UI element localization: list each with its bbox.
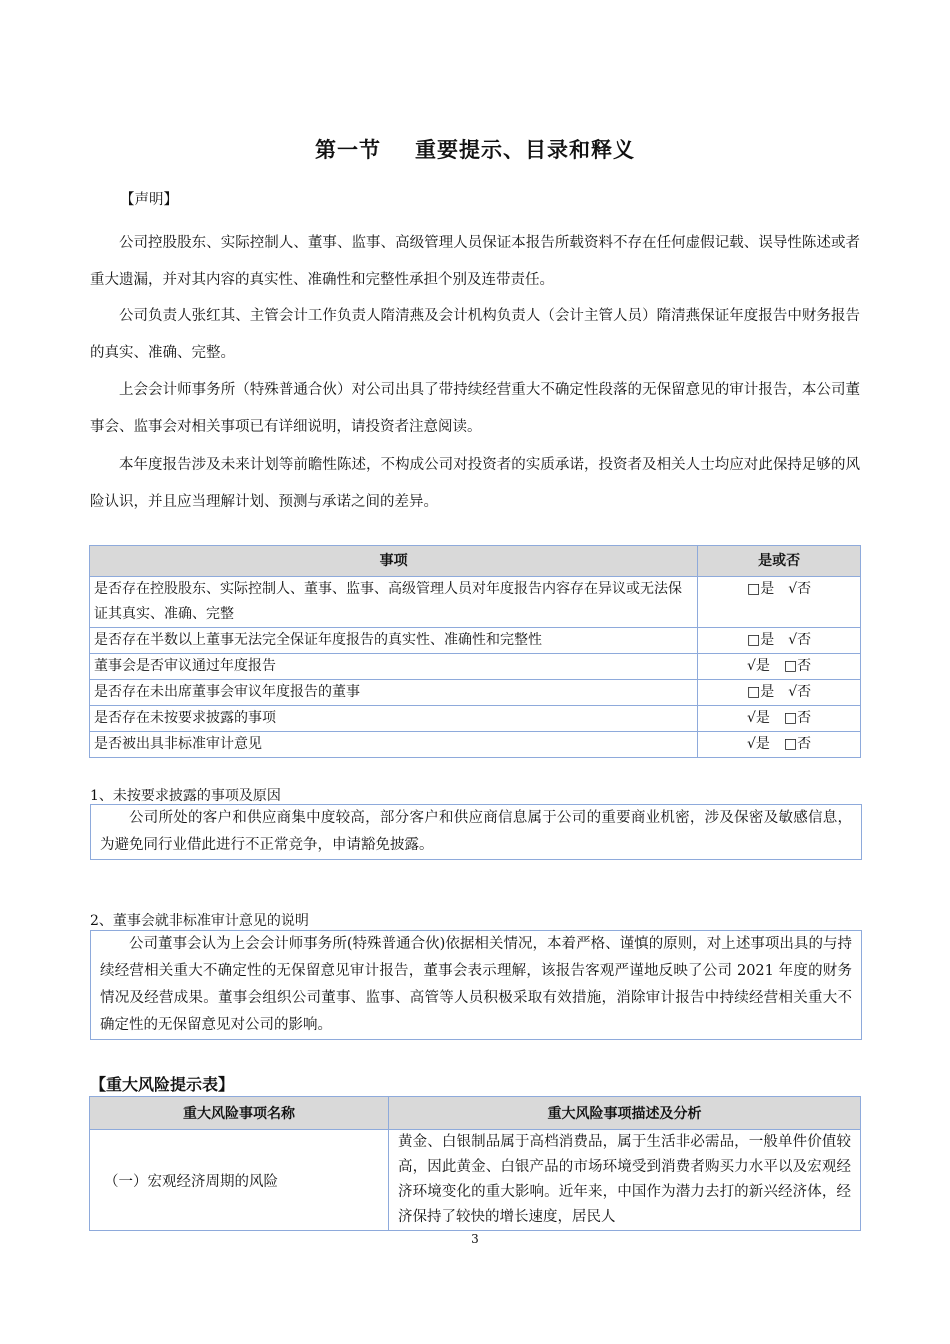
table-row <box>90 732 861 758</box>
risk-table <box>89 1096 861 1231</box>
table-row <box>90 1130 861 1231</box>
paragraph-4: 本年度报告涉及未来计划等前瞻性陈述，不构成公司对投资者的实质承诺，投资者及相关人士均应对此保持足够的风险认识，并且应当理解计划、预测与承诺之间的差异。 <box>90 457 860 510</box>
title-section-number: 第一节 <box>315 138 381 162</box>
risk-header-name: 重大风险事项名称 <box>90 1097 389 1130</box>
paragraph-3: 上会会计师事务所（特殊普通合伙）对公司出具了带持续经营重大不确定性段落的无保留意见的审计报告，本公司董事会、监事会对相关事项已有详细说明，请投资者注意阅读。 <box>90 382 860 435</box>
matter-question: 是否存在未按要求披露的事项 <box>90 706 698 732</box>
risk-description: 黄金、白银制品属于高档消费品，属于生活非必需品，一般单件价值较高，因此黄金、白银产品的市场环境受到消费者购买力水平以及宏观经济环境变化的重大影响。近年来，中国作为潜力去打的新兴经济体，经济保持了较快的增长速度，居民人 <box>389 1130 861 1231</box>
section-2-text: 公司董事会认为上会会计师事务所(特殊普通合伙)依据相关情况，本着严格、谨慎的原则，对上述事项出具的与持续经营相关重大不确定性的无保留意见审计报告，董事会表示理解，该报告客观严谨地反映了公司 2021 年度的财务情况及经营成果。董事会组织公司董事、监事、高管等人员积极采取有效措施，消除审计报告中持续经营相关重大不确定性的无保留意见对公司的影响。 <box>90 930 862 1040</box>
risk-header-desc: 重大风险事项描述及分析 <box>389 1097 861 1130</box>
paragraph-1: 公司控股股东、实际控制人、董事、监事、高级管理人员保证本报告所载资料不存在任何虚假记载、误导性陈述或者重大遗漏，并对其内容的真实性、准确性和完整性承担个别及连带责任。 <box>90 235 860 288</box>
matter-answer: □是 √否 <box>698 680 861 706</box>
table-row <box>90 654 861 680</box>
page-title <box>0 134 950 164</box>
matter-answer: □是 √否 <box>698 628 861 654</box>
table-row <box>90 628 861 654</box>
matter-question: 是否存在控股股东、实际控制人、董事、监事、高级管理人员对年度报告内容存在异议或无法保证其真实、准确、完整 <box>90 577 698 628</box>
matter-answer: √是 □否 <box>698 654 861 680</box>
matter-question: 董事会是否审议通过年度报告 <box>90 654 698 680</box>
matter-answer: □是 √否 <box>698 577 861 628</box>
declaration-label: 【声明】 <box>120 192 178 208</box>
matters-header-yesno: 是或否 <box>698 546 861 577</box>
matter-answer: √是 □否 <box>698 732 861 758</box>
matters-header-item: 事项 <box>90 546 698 577</box>
matter-answer: √是 □否 <box>698 706 861 732</box>
table-row <box>90 577 861 628</box>
section-1-text: 公司所处的客户和供应商集中度较高，部分客户和供应商信息属于公司的重要商业机密，涉及保密及敏感信息，为避免同行业借此进行不正常竞争，申请豁免披露。 <box>90 804 862 860</box>
risk-name: （一）宏观经济周期的风险 <box>90 1130 389 1231</box>
matter-question: 是否存在半数以上董事无法完全保证年度报告的真实性、准确性和完整性 <box>90 628 698 654</box>
page-number: 3 <box>471 1232 479 1246</box>
section-2-label: 2、董事会就非标准审计意见的说明 <box>90 913 309 929</box>
table-row <box>90 706 861 732</box>
matter-question: 是否存在未出席董事会审议年度报告的董事 <box>90 680 698 706</box>
matter-question: 是否被出具非标准审计意见 <box>90 732 698 758</box>
matters-table <box>89 545 861 758</box>
risk-table-heading: 【重大风险提示表】 <box>90 1075 235 1094</box>
title-section-name: 重要提示、目录和释义 <box>415 138 635 162</box>
section-1-label: 1、未按要求披露的事项及原因 <box>90 788 281 804</box>
paragraph-2: 公司负责人张红其、主管会计工作负责人隋清燕及会计机构负责人（会计主管人员）隋清燕保证年度报告中财务报告的真实、准确、完整。 <box>90 308 860 361</box>
table-row <box>90 680 861 706</box>
